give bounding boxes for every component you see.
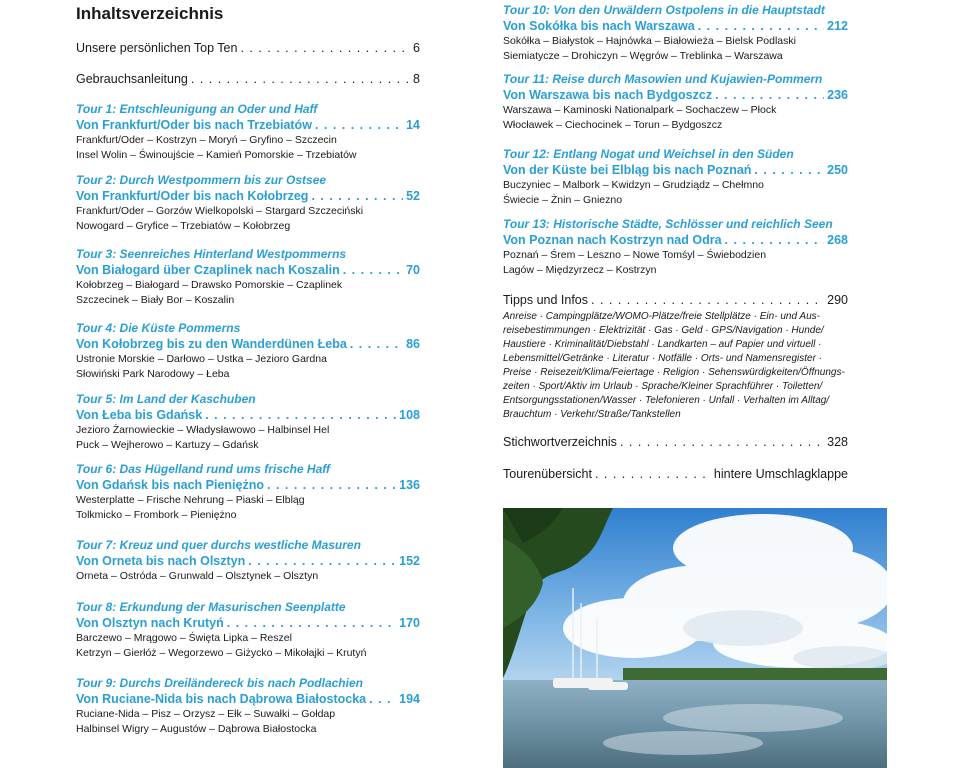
tour-stops: Jezioro Żarnowieckie – Władysławowo – Halbinsel Hel <box>76 424 330 436</box>
tour-route: Von Frankfurt/Oder bis nach Trzebiatów <box>76 118 312 132</box>
tour-stops: Włocławek – Ciechocinek – Torun – Bydgoszcz <box>503 119 723 131</box>
leader-dots <box>248 553 396 569</box>
leader-dots <box>315 117 403 133</box>
leader-dots <box>595 466 711 482</box>
tour-route: Von Białogard über Czaplinek nach Koszalin <box>76 263 340 277</box>
toc-entry-label: Tourenübersicht <box>503 467 592 481</box>
leader-dots <box>725 232 825 248</box>
tipps-line: Entsorgungsstationen/Wasser · Telefonieren · Unfall · Verhalten im Alltag/ <box>503 395 830 406</box>
leader-dots <box>227 615 396 631</box>
tour-title: Tour 1: Entschleunigung an Oder und Haff <box>76 102 318 116</box>
leader-dots <box>343 262 403 278</box>
toc-page-number: 194 <box>399 692 420 706</box>
tour-title: Tour 11: Reise durch Masowien und Kujawien-Pommern <box>503 72 823 86</box>
tour-title: Tour 3: Seenreiches Hinterland Westpommerns <box>76 247 347 261</box>
toc-page-number: 6 <box>413 41 420 55</box>
tour-stops: Poznań – Śrem – Leszno – Nowe Tomśyl – Świebodzien <box>503 249 767 261</box>
tour-stops: Kołobrzeg – Białogard – Drawsko Pomorskie – Czaplinek <box>76 279 343 291</box>
tour-stops: Halbinsel Wigry – Augustów – Dąbrowa Białostocka <box>76 723 317 735</box>
toc-tour-7[interactable] <box>76 538 420 584</box>
toc-entry-stichwortverzeichnis[interactable] <box>503 434 848 450</box>
tour-route: Von der Küste bei Elbląg bis nach Poznań <box>503 163 752 177</box>
tour-title: Tour 9: Durchs Dreiländereck bis nach Podlachien <box>76 676 363 690</box>
tour-stops: Tolkmicko – Frombork – Pieniężno <box>76 509 237 521</box>
tour-stops: Ustronie Morskie – Darłowo – Ustka – Jezioro Gardna <box>76 353 327 365</box>
toc-tour-6[interactable] <box>76 462 420 523</box>
toc-page-number: 86 <box>406 337 420 351</box>
tour-stops: Szczecinek – Biały Bor – Koszalin <box>76 294 235 306</box>
tour-route: Von Frankfurt/Oder bis nach Kołobrzeg <box>76 189 309 203</box>
toc-page-number: 328 <box>827 435 848 449</box>
tour-stops: Lagów – Międzyrzecz – Kostrzyn <box>503 264 657 276</box>
toc-entry-label: Unsere persönlichen Top Ten <box>76 41 238 55</box>
tipps-line: Lebensmittel/Getränke · Literatur · Notfälle · Orts- und Namensregister · <box>503 353 823 364</box>
tour-route: Von Warszawa bis nach Bydgoszcz <box>503 88 713 102</box>
leader-dots <box>240 40 410 56</box>
toc-page-number: 212 <box>827 19 848 33</box>
toc-page-number: 290 <box>827 293 848 307</box>
tour-title: Tour 2: Durch Westpommern bis zur Ostsee <box>76 173 327 187</box>
toc-entry-top-ten[interactable] <box>76 40 420 56</box>
tour-stops: Westerplatte – Frische Nehrung – Piaski – Elbląg <box>76 494 305 506</box>
tour-stops: Barczewo – Mrągowo – Święta Lipka – Reszel <box>76 632 292 644</box>
toc-tour-4[interactable] <box>76 321 420 382</box>
lake-harbor-photo <box>503 508 887 768</box>
toc-page-number: 108 <box>399 408 420 422</box>
tipps-line: zeiten · Sport/Aktiv im Urlaub · Sprache/Kleiner Sprachführer · Toiletten/ <box>503 381 823 392</box>
tipps-topics <box>503 310 848 422</box>
toc-page-number: 8 <box>413 72 420 86</box>
tour-stops: Frankfurt/Oder – Kostrzyn – Moryń – Gryfino – Szczecin <box>76 134 337 146</box>
leader-dots <box>205 407 396 423</box>
toc-tour-9[interactable] <box>76 676 420 737</box>
leader-dots <box>311 188 403 204</box>
tour-stops: Świecie – Żnin – Gniezno <box>503 194 623 206</box>
toc-page-number: 52 <box>406 189 420 203</box>
toc-page-number: hintere Umschlagklappe <box>713 467 848 481</box>
tour-stops: Sokółka – Białystok – Hajnówka – Białowieża – Bielsk Podlaski <box>503 35 796 47</box>
toc-tour-13[interactable] <box>503 217 848 278</box>
toc-page-number: 170 <box>399 616 420 630</box>
leader-dots <box>715 87 824 103</box>
toc-tour-11[interactable] <box>503 72 848 133</box>
tipps-line: reisebestimmungen · Elektrizität · Gas · Geld · GPS/Navigation · Hunde/ <box>503 325 824 336</box>
toc-page-number: 70 <box>406 263 420 277</box>
toc-entry-tipps[interactable] <box>503 292 848 422</box>
tour-stops: Siemiatycze – Drohiczyn – Węgrów – Treblinka – Warszawa <box>503 50 783 62</box>
tour-route: Von Łeba bis Gdańsk <box>76 408 203 422</box>
toc-tour-5[interactable] <box>76 392 420 453</box>
tour-stops: Słowiński Park Narodowy – Łeba <box>76 368 230 380</box>
leader-dots <box>591 292 824 308</box>
leader-dots <box>350 336 403 352</box>
tour-title: Tour 5: Im Land der Kaschuben <box>76 392 256 406</box>
leader-dots <box>698 18 824 34</box>
tour-route: Von Kołobrzeg bis zu den Wanderdünen Łeba <box>76 337 347 351</box>
tour-title: Tour 13: Historische Städte, Schlösser und reichlich Seen <box>503 217 833 231</box>
tour-route: Von Poznan nach Kostrzyn nad Odra <box>503 233 722 247</box>
tour-route: Von Sokółka bis nach Warszawa <box>503 19 695 33</box>
tour-title: Tour 4: Die Küste Pommerns <box>76 321 241 335</box>
tour-stops: Frankfurt/Oder – Gorzów Wielkopolski – Stargard Szczeciński <box>76 205 364 217</box>
tour-route: Von Orneta bis nach Olsztyn <box>76 554 246 568</box>
leader-dots <box>191 71 410 87</box>
tour-route: Von Gdańsk bis nach Pieniężno <box>76 478 265 492</box>
toc-tour-12[interactable] <box>503 147 848 208</box>
toc-tour-10[interactable] <box>503 3 848 64</box>
tour-title: Tour 12: Entlang Nogat und Weichsel in den Süden <box>503 147 794 161</box>
tour-stops: Ketrzyn – Gierłóż – Wegorzewo – Giżycko – Mikołajki – Krutyń <box>76 647 367 659</box>
toc-entry-label: Tipps und Infos <box>503 293 589 307</box>
tipps-line: Haustiere · Kriminalität/Diebstahl · Landkarten – auf Papier und virtuell · <box>503 339 822 350</box>
tour-title: Tour 10: Von den Urwäldern Ostpolens in die Hauptstadt <box>503 3 825 17</box>
toc-tour-1[interactable] <box>76 102 420 163</box>
toc-entry-label: Stichwortverzeichnis <box>503 435 617 449</box>
page-title: Inhaltsverzeichnis <box>76 4 224 23</box>
leader-dots <box>369 691 396 707</box>
tipps-line: Preise · Reisezeit/Klima/Feiertage · Religion · Sehenswürdigkeiten/Öffnungs- <box>503 367 845 378</box>
leader-dots <box>754 162 824 178</box>
toc-tour-3[interactable] <box>76 247 420 308</box>
leader-dots <box>267 477 396 493</box>
toc-entry-label: Gebrauchsanleitung <box>76 72 188 86</box>
toc-tour-8[interactable] <box>76 600 420 661</box>
tipps-line: Brauchtum · Verkehr/Straße/Tankstellen <box>503 409 681 420</box>
tour-stops: Buczyniec – Malbork – Kwidzyn – Grudziądz – Chełmno <box>503 179 764 191</box>
tour-stops: Orneta – Ostróda – Grunwald – Olsztynek – Olsztyn <box>76 570 319 582</box>
tour-stops: Ruciane-Nida – Pisz – Orzysz – Ełk – Suwałki – Gołdap <box>76 708 336 720</box>
toc-page-number: 236 <box>827 88 848 102</box>
tour-stops: Warszawa – Kaminoski Nationalpark – Sochaczew – Płock <box>503 104 777 116</box>
toc-page-number: 14 <box>406 118 420 132</box>
toc-page-number: 250 <box>827 163 848 177</box>
tour-stops: Puck – Wejherowo – Kartuzy – Gdańsk <box>76 439 259 451</box>
toc-page-number: 152 <box>399 554 420 568</box>
toc-page-number: 136 <box>399 478 420 492</box>
tour-stops: Nowogard – Gryfice – Trzebiatów – Kołobrzeg <box>76 220 291 232</box>
toc-entry-tourenuebersicht[interactable] <box>503 466 848 482</box>
tour-title: Tour 6: Das Hügelland rund ums frische Haff <box>76 462 331 476</box>
tipps-line: Anreise · Campingplätze/WOMO-Plätze/freie Stellplätze · Ein- und Aus- <box>503 311 820 322</box>
leader-dots <box>620 434 824 450</box>
tour-route: Von Olsztyn nach Krutyń <box>76 616 224 630</box>
tour-title: Tour 8: Erkundung der Masurischen Seenplatte <box>76 600 346 614</box>
tour-stops: Insel Wolin – Świnoujście – Kamień Pomorskie – Trzebiatów <box>76 149 357 161</box>
tour-route: Von Ruciane-Nida bis nach Dąbrowa Białostocka <box>76 692 367 706</box>
toc-entry-gebrauchsanleitung[interactable] <box>76 71 420 87</box>
toc-page-number: 268 <box>827 233 848 247</box>
tour-title: Tour 7: Kreuz und quer durchs westliche Masuren <box>76 538 361 552</box>
toc-tour-2[interactable] <box>76 173 420 234</box>
